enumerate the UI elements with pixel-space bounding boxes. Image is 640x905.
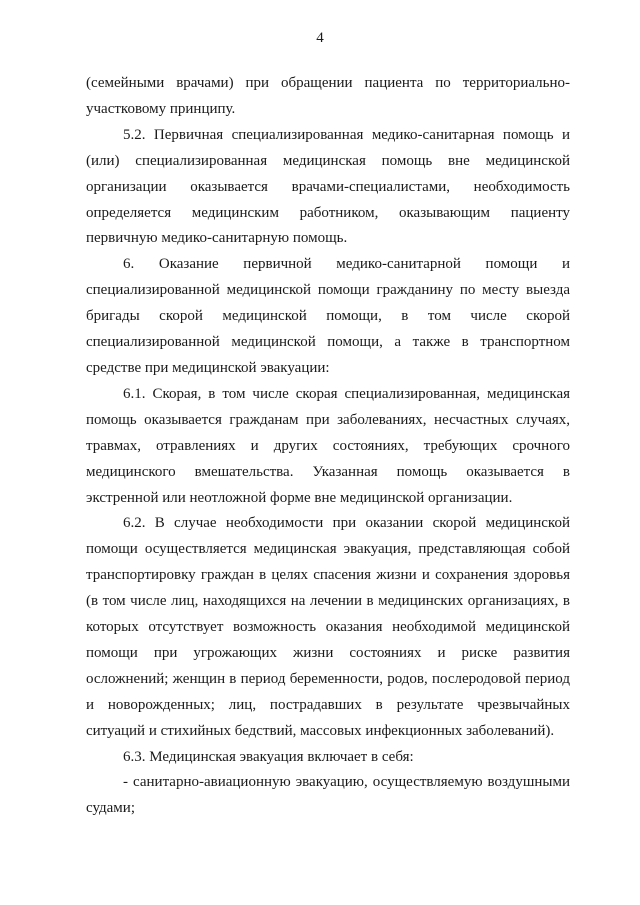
- paragraph-5-2: 5.2. Первичная специализированная медико-санитарная помощь и (или) специализированная медицинская помощь вне медицинской организации оказывается врачами-специалистами, необходимость определяется медицинским работником, оказывающим пациенту первичную медико-санитарную помощь.: [86, 126, 570, 247]
- list-item-air-evacuation: - санитарно-авиационную эвакуацию, осуществляемую воздушными судами;: [86, 774, 570, 817]
- paragraph-continuation: (семейными врачами) при обращении пациента по территориально-участковому принципу.: [86, 75, 570, 117]
- paragraph-6-3: 6.3. Медицинская эвакуация включает в себя:: [123, 748, 414, 765]
- paragraph-6-1: 6.1. Скорая, в том числе скорая специализированная, медицинская помощь оказывается гражданам при заболеваниях, несчастных случаях, травмах, отравлениях и других состояниях, требующих срочного медицинского вмешательства. Указанная помощь оказывается в экстренной или неотложной форме вне медицинской организации.: [86, 385, 570, 506]
- paragraph-6-2: 6.2. В случае необходимости при оказании скорой медицинской помощи осуществляется медицинская эвакуация, представляющая собой транспортировку граждан в целях спасения жизни и сохранения здоровья (в том числе лиц, находящихся на лечении в медицинских организациях, в которых отсутствует возможность оказания необходимой медицинской помощи при угрожающих жизни состояниях и риске развития осложнений; женщин в период беременности, родов, послеродовой период и новорожденных; лиц, пострадавших в результате чрезвычайных ситуаций и стихийных бедствий, массовых инфекционных заболеваний).: [86, 515, 570, 739]
- paragraph-6: 6. Оказание первичной медико-санитарной помощи и специализированной медицинской помощи гражданину по месту выезда бригады скорой медицинской помощи, в том числе скорой специализированной медицинской помощи, а также в транспортном средстве при медицинской эвакуации:: [86, 256, 570, 376]
- page-number: 4: [316, 30, 324, 46]
- document-body: [86, 71, 570, 822]
